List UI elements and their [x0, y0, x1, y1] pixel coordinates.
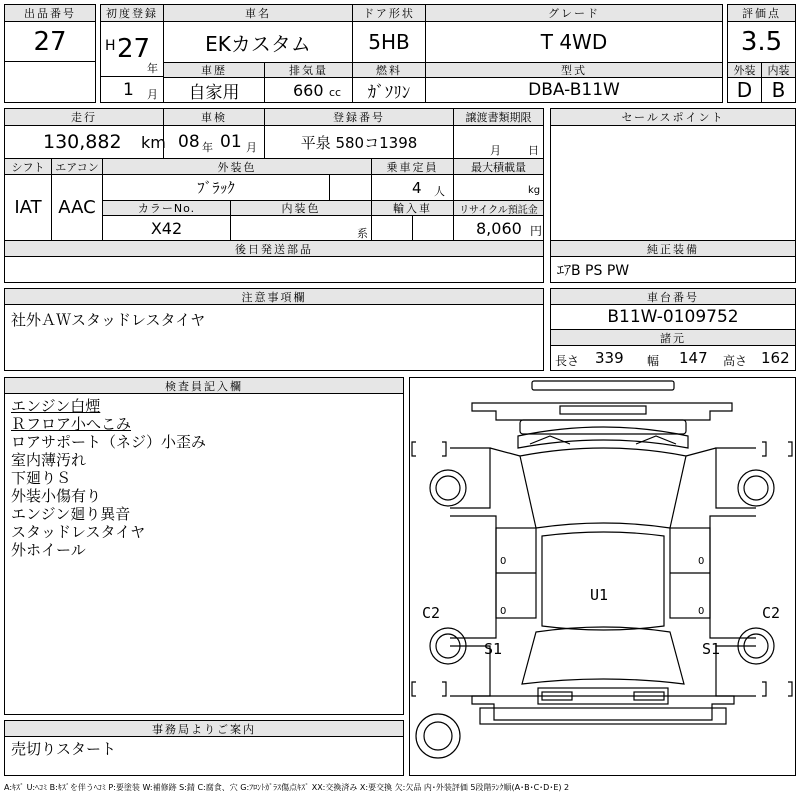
- displacement-unit: cc: [329, 86, 342, 99]
- ext-score-label: 外装: [727, 62, 762, 78]
- mileage-box: [4, 125, 164, 159]
- svg-text:0: 0: [698, 556, 705, 567]
- mileage-label: 走行: [4, 108, 164, 126]
- grade: T 4WD: [425, 21, 723, 63]
- int-score: B: [761, 77, 796, 103]
- displacement-label: 排気量: [264, 62, 353, 78]
- lot-blank: [4, 61, 96, 103]
- capacity-unit: 人: [434, 185, 445, 198]
- capacity: 4: [412, 179, 422, 197]
- history-label: 車歴: [163, 62, 265, 78]
- aircon-label: エアコン: [51, 158, 103, 175]
- inspector-label: 検査員記入欄: [4, 377, 404, 394]
- sales-point-label: セールスポイント: [550, 108, 796, 126]
- fuel: ｶﾞｿﾘﾝ: [352, 77, 426, 103]
- note-line-5: 下廻りＳ: [11, 469, 72, 487]
- interior-color-box: [230, 215, 372, 241]
- shift: IAT: [4, 174, 52, 241]
- car-name-label: 車名: [163, 4, 353, 22]
- import-label: 輸入車: [371, 200, 454, 216]
- model-code-label: 型式: [425, 62, 723, 78]
- height-label: 高さ: [723, 354, 748, 368]
- mileage-unit: km: [141, 133, 166, 152]
- transfer-deadline-label: 譲渡書類期限: [453, 108, 544, 126]
- model-code: DBA-B11W: [425, 77, 723, 103]
- inspection-month-unit: 月: [246, 141, 257, 154]
- recycle-value: 8,060: [476, 219, 522, 238]
- damage-mark-s1-left: S1: [484, 640, 503, 658]
- int-score-label: 内装: [761, 62, 796, 78]
- door-label: ドア形状: [352, 4, 426, 22]
- length: 339: [595, 349, 624, 367]
- history: 自家用: [163, 77, 265, 103]
- import-blank-2: [412, 215, 454, 241]
- inspection-year-unit: 年: [202, 141, 213, 154]
- office-label: 事務局よりご案内: [4, 720, 404, 737]
- car-diagram: [410, 378, 795, 775]
- note-line-9: 外ホイール: [11, 541, 86, 559]
- note-line-6: 外装小傷有り: [11, 487, 102, 505]
- caution-box: [4, 304, 544, 371]
- reg-number: 平泉 580コ1398: [264, 125, 454, 159]
- caution-label: 注意事項欄: [4, 288, 544, 305]
- interior-color-unit: 系: [357, 227, 368, 240]
- exterior-color-blank: [329, 174, 372, 201]
- max-load-unit: kg: [528, 185, 541, 196]
- transfer-deadline-box: [453, 125, 544, 159]
- svg-text:0: 0: [500, 606, 507, 617]
- height: 162: [761, 349, 790, 367]
- shift-label: シフト: [4, 158, 52, 175]
- genuine-equipment: ｴｱB PS PW: [550, 256, 796, 283]
- recycle-label: リサイクル預託金: [453, 200, 544, 216]
- later-parts: [4, 256, 544, 283]
- inspector-notes: [4, 393, 404, 715]
- length-label: 長さ: [555, 354, 580, 368]
- capacity-label: 乗車定員: [371, 158, 454, 175]
- first-reg-month-box: [100, 76, 164, 103]
- mileage: 130,882: [43, 131, 122, 153]
- note-line-2: Ｒフロア小へこみ: [11, 415, 132, 433]
- exterior-color: ﾌﾞﾗｯｸ: [102, 174, 330, 201]
- note-line-1: エンジン白煙: [11, 397, 101, 415]
- first-reg-year-unit: 年: [147, 62, 158, 75]
- first-reg-year: 27: [117, 34, 151, 64]
- inspection-box: [163, 125, 265, 159]
- capacity-box: [371, 174, 454, 201]
- note-line-3: ロアサポート（ネジ）小歪み: [11, 433, 207, 451]
- svg-text:0: 0: [698, 606, 705, 617]
- lot-number: 27: [4, 21, 96, 62]
- recycle-box: [453, 215, 544, 241]
- score-label: 評価点: [727, 4, 796, 22]
- transfer-deadline-month-unit: 月: [490, 144, 501, 157]
- first-reg-year-box: [100, 21, 164, 77]
- chassis-number: B11W-0109752: [550, 304, 796, 330]
- max-load-label: 最大積載量: [453, 158, 544, 175]
- dimensions-label: 諸元: [550, 329, 796, 346]
- color-no-label: カラーNo.: [102, 200, 231, 216]
- office-box: [4, 736, 404, 776]
- note-line-4: 室内薄汚れ: [11, 451, 87, 469]
- lot-label: 出品番号: [4, 4, 96, 22]
- sales-point: [550, 125, 796, 241]
- car-diagram-frame: [409, 377, 796, 776]
- inspection-month: 01: [220, 132, 242, 152]
- import-blank-1: [371, 215, 413, 241]
- width: 147: [679, 349, 708, 367]
- damage-mark-c2-right: C2: [762, 604, 781, 622]
- door-type: 5HB: [352, 21, 426, 63]
- office-text: 売切りスタート: [11, 740, 117, 758]
- interior-color-label: 内装色: [230, 200, 372, 216]
- damage-mark-u1: U1: [590, 586, 609, 604]
- fuel-label: 燃料: [352, 62, 426, 78]
- dimensions-box: [550, 345, 796, 371]
- first-reg-month-unit: 月: [147, 88, 158, 101]
- reg-number-label: 登録番号: [264, 108, 454, 126]
- damage-mark-c2-left: C2: [422, 604, 441, 622]
- first-reg-month: 1: [123, 80, 134, 100]
- displacement: 660: [293, 81, 324, 100]
- first-reg-label: 初度登録: [100, 4, 164, 22]
- damage-legend: A:ｷｽﾞ U:ﾍｺﾐ B:ｷｽﾞを伴うﾍｺﾐ P:要塗装 W:補修跡 S:錆 C:腐食、穴 G:ﾌﾛﾝﾄｶﾞﾗｽ傷点ｷｽﾞ XX:交換済み X:要交換 欠:欠品 内･外装評価 5段階ﾗﾝｸ順(A･B･C･D･E) 2: [4, 783, 570, 792]
- caution-text: 社外ＡＷスタッドレスタイヤ: [11, 311, 206, 329]
- chassis-label: 車台番号: [550, 288, 796, 305]
- color-no: X42: [102, 215, 231, 241]
- note-line-7: エンジン廻り異音: [11, 505, 131, 523]
- inspection-label: 車検: [163, 108, 265, 126]
- ext-score: D: [727, 77, 762, 103]
- inspection-year: 08: [178, 132, 200, 152]
- exterior-color-label: 外装色: [102, 158, 372, 175]
- svg-text:0: 0: [500, 556, 507, 567]
- transfer-deadline-day-unit: 日: [528, 144, 539, 157]
- car-name: EKカスタム: [163, 21, 353, 63]
- max-load-box: [453, 174, 544, 201]
- grade-label: グレード: [425, 4, 723, 22]
- note-line-8: スタッドレスタイヤ: [11, 523, 146, 541]
- genuine-equipment-label: 純正装備: [550, 240, 796, 257]
- aircon: AAC: [51, 174, 103, 241]
- width-label: 幅: [647, 354, 660, 368]
- damage-mark-s1-right: S1: [702, 640, 721, 658]
- later-parts-label: 後日発送部品: [4, 240, 544, 257]
- displacement-box: [264, 77, 353, 103]
- first-reg-era: H: [105, 38, 116, 54]
- recycle-unit: 円: [530, 224, 543, 238]
- score: 3.5: [727, 21, 796, 63]
